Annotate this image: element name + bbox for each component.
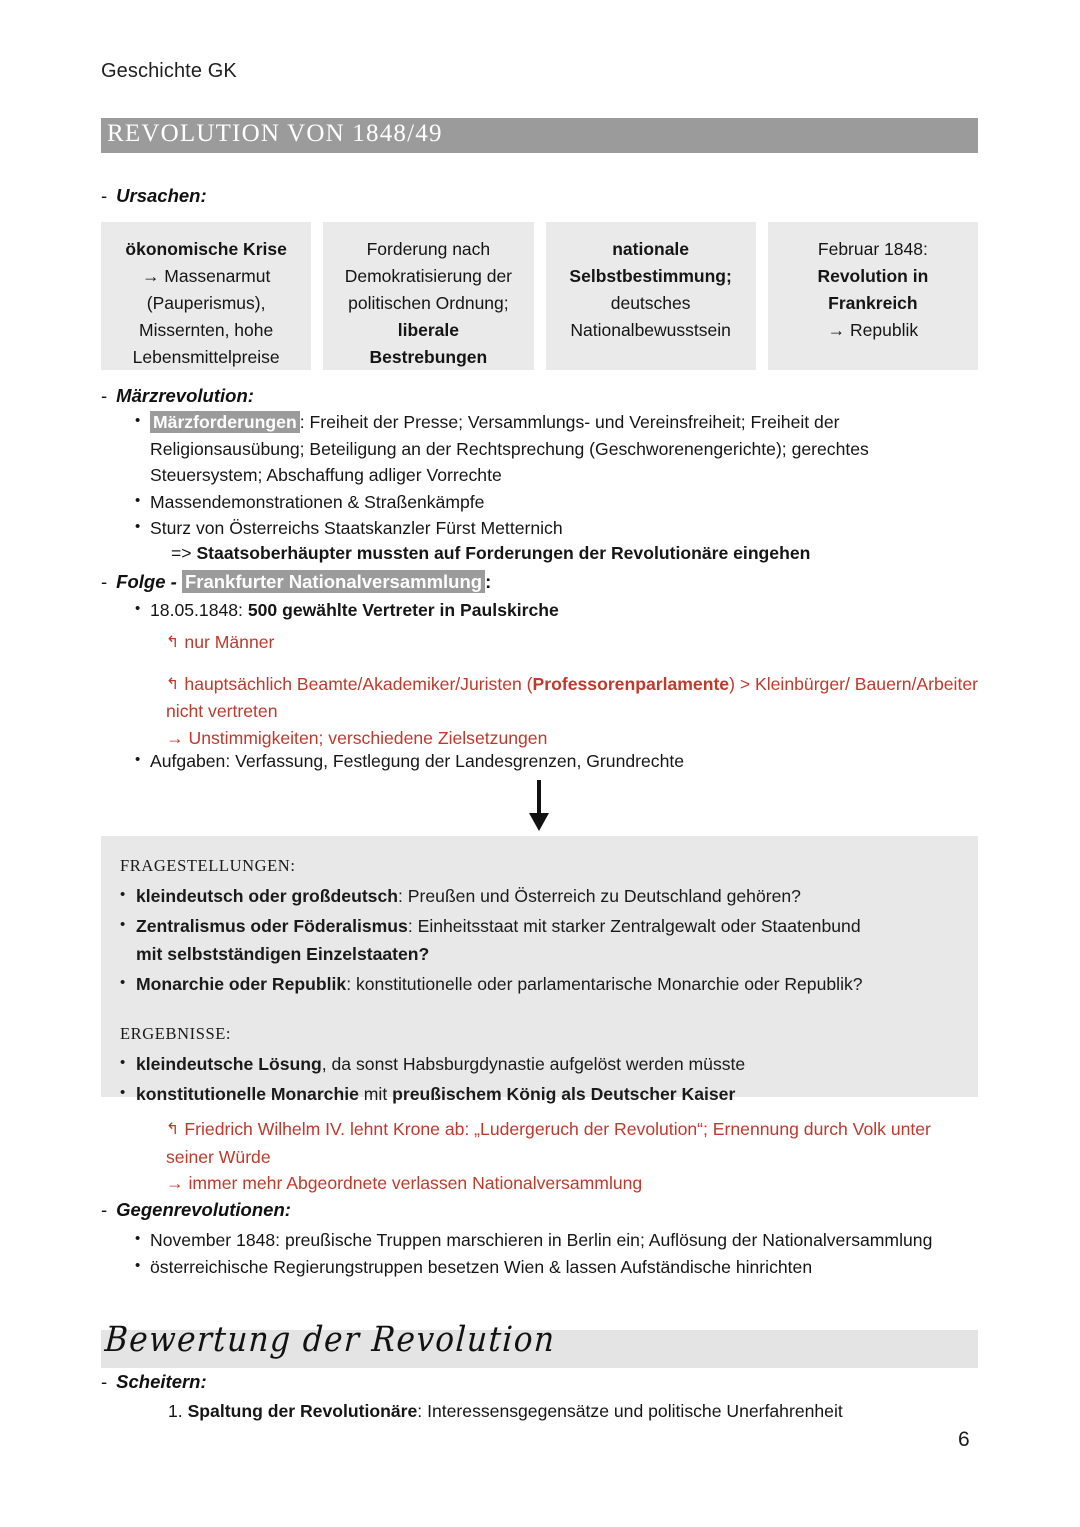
r2-bold: konstitutionelle Monarchie	[136, 1084, 359, 1104]
page-number: 6	[958, 1428, 970, 1451]
cause4-line1: Februar 1848:	[817, 239, 928, 259]
maerzrevolution-conclusion	[171, 540, 991, 567]
cause2-line5: Bestrebungen	[369, 347, 488, 367]
folge-red-notes	[166, 629, 978, 751]
cause3-line4: Nationalbewusstsein	[570, 320, 731, 340]
folge-date: 18.05.1848:	[150, 600, 248, 620]
gegenrevolutionen-list	[133, 1227, 978, 1280]
list-item	[133, 409, 978, 489]
cause2-line4: liberale	[397, 320, 460, 340]
cause-box-2	[323, 222, 533, 370]
q3-bold: Monarchie oder Republik	[136, 974, 347, 994]
q3-rest: : konstitutionelle oder parlamentarische Monarchie oder Republik?	[346, 974, 863, 994]
hook-icon: ↱	[166, 632, 180, 651]
causes-box-row	[101, 222, 978, 370]
hook-icon: ↱	[166, 1119, 180, 1138]
section-heading-ursachen	[101, 185, 207, 207]
ergebnisse-heading: ERGEBNISSE:	[120, 1024, 232, 1043]
red-sub-3: → Unstimmigkeiten; verschiedene Zielsetzungen	[166, 727, 548, 748]
question-item	[120, 912, 964, 968]
cause3-line2: Selbstbestimmung;	[569, 266, 732, 286]
red-note-2: → immer mehr Abgeordnete verlassen Nationalversammlung	[166, 1173, 643, 1193]
red-note-1-text: Friedrich Wilhelm IV. lehnt Krone ab: „Ludergeruch der Revolution“; Ernennung durch Volk unter seiner Würde	[166, 1119, 931, 1167]
result-item	[120, 1080, 964, 1108]
section-heading-folge	[101, 571, 491, 593]
scheitern-number: 1.	[168, 1401, 188, 1421]
red-sub-1-text: nur Männer	[184, 632, 275, 652]
cause3-line1: nationale	[612, 239, 690, 259]
hook-icon: ↱	[166, 673, 180, 693]
list-item: • Massendemonstrationen & Straßenkämpfe	[133, 489, 978, 516]
dash-marker: -	[101, 1371, 108, 1392]
cause1-line2: → Massenarmut	[141, 266, 271, 286]
red-sub-2-a: hauptsächlich Beamte/Akademiker/Juristen (	[184, 673, 533, 694]
r2-mid: mit	[358, 1084, 393, 1104]
cause-box-4	[768, 222, 978, 370]
scheitern-rest: : Interessensgegensätze und politische Unerfahrenheit	[417, 1401, 843, 1421]
cause4-line2: Revolution in	[817, 266, 929, 286]
q2-bold: Zentralismus oder Föderalismus	[136, 916, 408, 936]
page-title-bar	[101, 118, 978, 153]
r2-bold2: preußischem König als Deutscher Kaiser	[392, 1084, 736, 1104]
cause2-line2: Demokratisierung der	[344, 266, 513, 286]
dash-marker: -	[101, 185, 108, 206]
conclusion-text: Staatsoberhäupter mussten auf Forderungen der Revolutionäre eingehen	[196, 543, 811, 563]
folge-label: Folge -	[116, 571, 182, 592]
page-title: REVOLUTION VON 1848/49	[107, 120, 443, 147]
list-item	[133, 597, 978, 624]
cause3-line3: deutsches	[610, 293, 691, 313]
list-item: • November 1848: preußische Truppen marschieren in Berlin ein; Auflösung der Nationalversammlung	[133, 1227, 978, 1254]
q2-bold2: mit selbstständigen Einzelstaaten?	[136, 944, 430, 964]
q1-rest: : Preußen und Österreich zu Deutschland gehören?	[398, 886, 801, 906]
cause1-line1: ökonomische Krise	[125, 239, 287, 259]
q1-bold: kleindeutsch oder großdeutsch	[136, 886, 398, 906]
cause-box-3	[546, 222, 756, 370]
post-box-red-notes	[166, 1116, 978, 1197]
maerzforderungen-highlight: Märzforderungen	[150, 411, 300, 433]
folge-vertreter: 500 gewählte Vertreter in Paulskirche	[247, 600, 559, 620]
cause-box-1	[101, 222, 311, 370]
course-title: Geschichte GK	[101, 60, 237, 82]
dash-marker: -	[101, 571, 108, 592]
section-heading-gegenrevolutionen	[101, 1199, 291, 1221]
result-item	[120, 1050, 964, 1078]
cause2-line1: Forderung nach	[366, 239, 491, 259]
folge-colon: :	[485, 571, 492, 592]
section-heading-scheitern	[101, 1371, 207, 1393]
cause1-line5: Lebensmittelpreise	[132, 347, 280, 367]
scheitern-bold: Spaltung der Revolutionäre	[187, 1401, 418, 1421]
frankfurter-nv-highlight: Frankfurter Nationalversammlung	[182, 570, 485, 593]
red-sub-1	[166, 629, 978, 657]
red-sub-2	[166, 671, 978, 725]
cause1-line4: Missernten, hohe	[139, 320, 274, 340]
maerzforderungen-text: : Freiheit der Presse; Versammlungs- und Vereinsfreiheit; Freiheit der Religionsausübung; Beteiligung an der Rechtsprechung (Geschworenengerichte); gerechtes Steuersystem; Abschaffung adliger Vorrechte	[150, 412, 869, 485]
dash-marker: -	[101, 1199, 108, 1220]
scheitern-label: Scheitern:	[116, 1371, 207, 1392]
bewertung-heading: Bewertung der Revolution	[103, 1319, 557, 1361]
q2-rest: : Einheitsstaat mit starker Zentralgewalt oder Staatenbund	[407, 916, 861, 936]
scheitern-item-1	[168, 1398, 978, 1425]
ursachen-label: Ursachen:	[116, 185, 207, 206]
folge-item-1	[133, 597, 978, 624]
fragestellungen-heading: FRAGESTELLUNGEN:	[120, 856, 296, 875]
questions-results-box	[101, 836, 978, 1104]
list-item: • Sturz von Österreichs Staatskanzler Fürst Metternich	[133, 515, 978, 542]
conclusion-arrow: =>	[171, 543, 197, 563]
cause1-line3: (Pauperismus),	[146, 293, 266, 313]
bewertung-band	[101, 1319, 978, 1368]
question-item	[120, 882, 964, 910]
r1-bold: kleindeutsche Lösung	[136, 1054, 322, 1074]
questions-results-inner	[120, 852, 964, 1108]
maerzrevolution-list	[133, 409, 978, 542]
section-heading-maerzrevolution	[101, 385, 254, 407]
question-item	[120, 970, 964, 998]
r1-rest: , da sonst Habsburgdynastie aufgelöst werden müsste	[321, 1054, 746, 1074]
red-sub-2-b: ) > Kleinbürger/ Bauern/Arbeiter nicht vertreten	[166, 673, 978, 721]
cause4-line3: Frankreich	[828, 293, 918, 313]
down-arrow-icon	[527, 780, 551, 832]
cause2-line3: politischen Ordnung;	[348, 293, 509, 313]
professorenparlamente: Professorenparlamente	[532, 673, 730, 694]
folge-item-2	[133, 748, 978, 775]
list-item: • Aufgaben: Verfassung, Festlegung der Landesgrenzen, Grundrechte	[133, 748, 978, 775]
cause4-line4: → Republik	[827, 320, 919, 340]
maerzrevolution-label: Märzrevolution:	[116, 385, 254, 406]
list-item: • österreichische Regierungstruppen besetzen Wien & lassen Aufständische hinrichten	[133, 1254, 978, 1281]
dash-marker: -	[101, 385, 108, 406]
red-note-1	[166, 1116, 978, 1170]
gegenrevolutionen-label: Gegenrevolutionen:	[116, 1199, 291, 1220]
